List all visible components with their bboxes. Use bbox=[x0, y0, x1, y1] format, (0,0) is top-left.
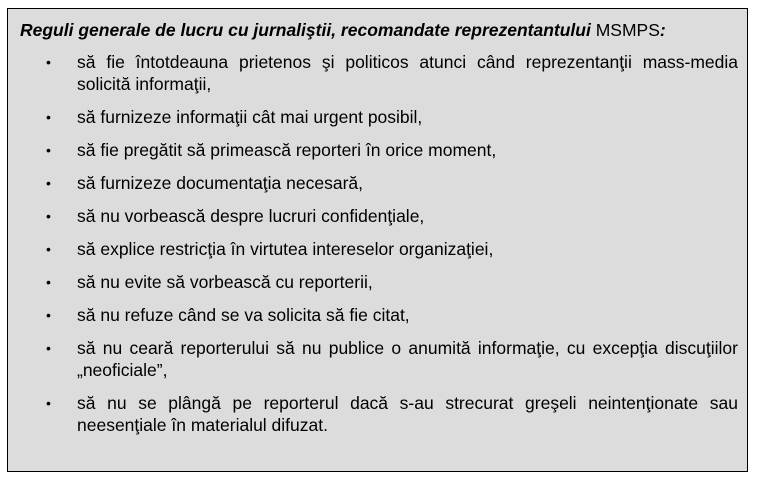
bullet-icon: • bbox=[46, 175, 51, 191]
rules-box bbox=[7, 8, 748, 472]
bullet-icon: • bbox=[46, 395, 51, 411]
bullet-icon: • bbox=[46, 109, 51, 125]
list-item-text: să fie pregătit să primească reporteri în orice moment, bbox=[77, 140, 497, 160]
list-item-text: să explice restricţia în virtutea intereselor organizaţiei, bbox=[77, 239, 494, 259]
list-item-text: să nu refuze când se va solicita să fie citat, bbox=[77, 305, 410, 325]
list-item-text: să nu ceară reporterului să nu publice o anumită informaţie, cu excepţia discuţiilor „neoficiale”, bbox=[77, 338, 738, 380]
list-item bbox=[20, 304, 738, 326]
list-item bbox=[20, 205, 738, 227]
list-item-text: să nu vorbească despre lucruri confidenţiale, bbox=[77, 206, 425, 226]
bullet-icon: • bbox=[46, 307, 51, 323]
bullet-icon: • bbox=[46, 54, 51, 70]
list-item bbox=[20, 238, 738, 260]
rules-list bbox=[20, 51, 738, 436]
heading-colon: : bbox=[659, 20, 666, 40]
list-item bbox=[20, 139, 738, 161]
list-item bbox=[20, 172, 738, 194]
list-item-text: să nu evite să vorbească cu reporterii, bbox=[77, 272, 373, 292]
list-item bbox=[20, 106, 738, 128]
bullet-icon: • bbox=[46, 241, 51, 257]
list-item bbox=[20, 337, 738, 381]
heading-org: MSMPS bbox=[595, 20, 660, 40]
list-item bbox=[20, 392, 738, 436]
list-item bbox=[20, 271, 738, 293]
bullet-icon: • bbox=[46, 208, 51, 224]
heading-lead: Reguli generale de lucru cu jurnaliştii, recomandate reprezentantului bbox=[20, 20, 591, 40]
list-item-text: să furnizeze documentaţia necesară, bbox=[77, 173, 363, 193]
bullet-icon: • bbox=[46, 340, 51, 356]
list-item-text: să furnizeze informaţii cât mai urgent posibil, bbox=[77, 107, 423, 127]
list-item-text: să fie întotdeauna prietenos şi politicos atunci când reprezentanţii mass-media solicită informaţii, bbox=[77, 52, 738, 94]
bullet-icon: • bbox=[46, 142, 51, 158]
rules-heading bbox=[20, 19, 738, 41]
list-item-text: să nu se plângă pe reporterul dacă s-au strecurat greşeli neintenţionate sau neesenţiale în materialul difuzat. bbox=[77, 393, 738, 435]
bullet-icon: • bbox=[46, 274, 51, 290]
list-item bbox=[20, 51, 738, 95]
